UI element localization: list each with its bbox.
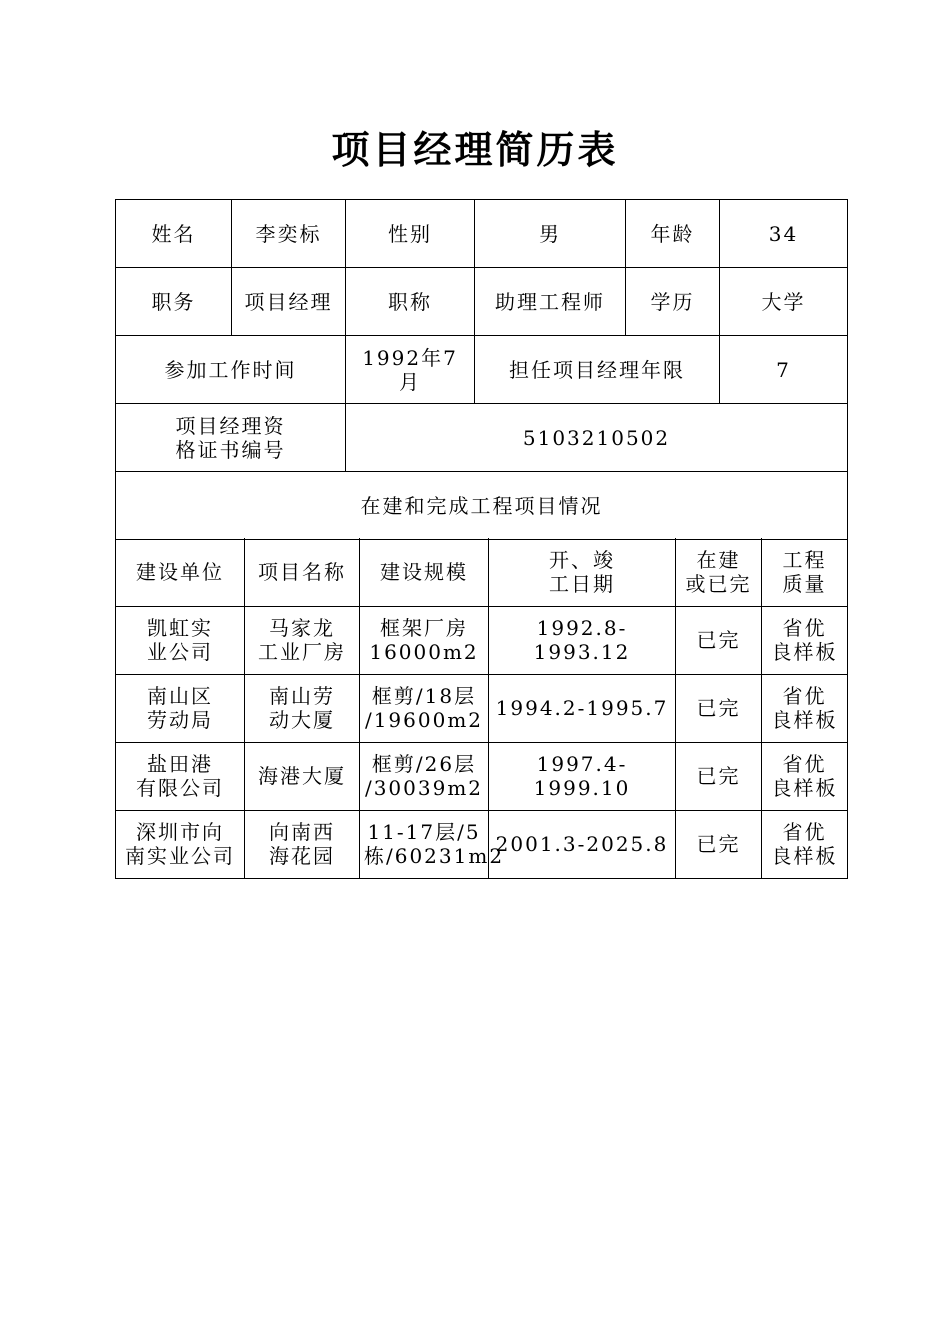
project-quality: 省优 良样板 bbox=[762, 674, 848, 742]
project-quality: 省优 良样板 bbox=[762, 810, 848, 878]
project-scale: 框剪/18层 /19600m2 bbox=[360, 674, 489, 742]
age-value: 34 bbox=[720, 200, 848, 268]
section-title: 在建和完成工程项目情况 bbox=[116, 472, 848, 540]
page-title: 项目经理简历表 bbox=[331, 128, 619, 172]
project-name: 南山劳 动大厦 bbox=[245, 674, 360, 742]
pm-years-label: 担任项目经理年限 bbox=[475, 336, 720, 404]
table-row bbox=[116, 404, 848, 472]
column-header: 建设单位 bbox=[116, 538, 245, 606]
professional-title-value: 助理工程师 bbox=[475, 268, 626, 336]
project-quality: 省优 良样板 bbox=[762, 606, 848, 674]
column-header: 项目名称 bbox=[245, 538, 360, 606]
name-value: 李奕标 bbox=[232, 200, 346, 268]
project-status: 已完 bbox=[676, 742, 762, 810]
project-scale: 11-17层/5 栋/60231m2 bbox=[360, 810, 489, 878]
column-header: 开、竣 工日期 bbox=[489, 538, 676, 606]
table-row bbox=[116, 606, 848, 674]
education-value: 大学 bbox=[720, 268, 848, 336]
work-start-value: 1992年7 月 bbox=[346, 336, 475, 404]
cert-number: 5103210502 bbox=[346, 404, 848, 472]
work-start-label: 参加工作时间 bbox=[116, 336, 346, 404]
project-name: 马家龙 工业厂房 bbox=[245, 606, 360, 674]
project-status: 已完 bbox=[676, 810, 762, 878]
project-scale: 框剪/26层 /30039m2 bbox=[360, 742, 489, 810]
education-label: 学历 bbox=[626, 268, 720, 336]
project-status: 已完 bbox=[676, 674, 762, 742]
project-client: 深圳市向 南实业公司 bbox=[116, 810, 245, 878]
projects-table bbox=[115, 538, 848, 879]
project-dates: 1997.4-1999.10 bbox=[489, 742, 676, 810]
professional-title-label: 职称 bbox=[346, 268, 475, 336]
project-client: 凯虹实 业公司 bbox=[116, 606, 245, 674]
table-row bbox=[116, 674, 848, 742]
table-header-row bbox=[116, 538, 848, 606]
table-row bbox=[116, 200, 848, 268]
project-name: 海港大厦 bbox=[245, 742, 360, 810]
project-scale: 框架厂房 16000m2 bbox=[360, 606, 489, 674]
project-status: 已完 bbox=[676, 606, 762, 674]
column-header: 建设规模 bbox=[360, 538, 489, 606]
project-client: 盐田港 有限公司 bbox=[116, 742, 245, 810]
table-row bbox=[116, 742, 848, 810]
cert-label: 项目经理资 格证书编号 bbox=[116, 404, 346, 472]
column-header: 在建 或已完 bbox=[676, 538, 762, 606]
table-row bbox=[116, 336, 848, 404]
project-dates: 1992.8-1993.12 bbox=[489, 606, 676, 674]
pm-years-value: 7 bbox=[720, 336, 848, 404]
project-name: 向南西 海花园 bbox=[245, 810, 360, 878]
name-label: 姓名 bbox=[116, 200, 232, 268]
position-label: 职务 bbox=[116, 268, 232, 336]
project-quality: 省优 良样板 bbox=[762, 742, 848, 810]
gender-label: 性别 bbox=[346, 200, 475, 268]
project-client: 南山区 劳动局 bbox=[116, 674, 245, 742]
age-label: 年龄 bbox=[626, 200, 720, 268]
table-row bbox=[116, 810, 848, 878]
resume-info-table bbox=[115, 199, 848, 540]
column-header: 工程 质量 bbox=[762, 538, 848, 606]
project-dates: 2001.3-2025.8 bbox=[489, 810, 676, 878]
table-row bbox=[116, 268, 848, 336]
table-row bbox=[116, 472, 848, 540]
gender-value: 男 bbox=[475, 200, 626, 268]
project-dates: 1994.2-1995.7 bbox=[489, 674, 676, 742]
position-value: 项目经理 bbox=[232, 268, 346, 336]
